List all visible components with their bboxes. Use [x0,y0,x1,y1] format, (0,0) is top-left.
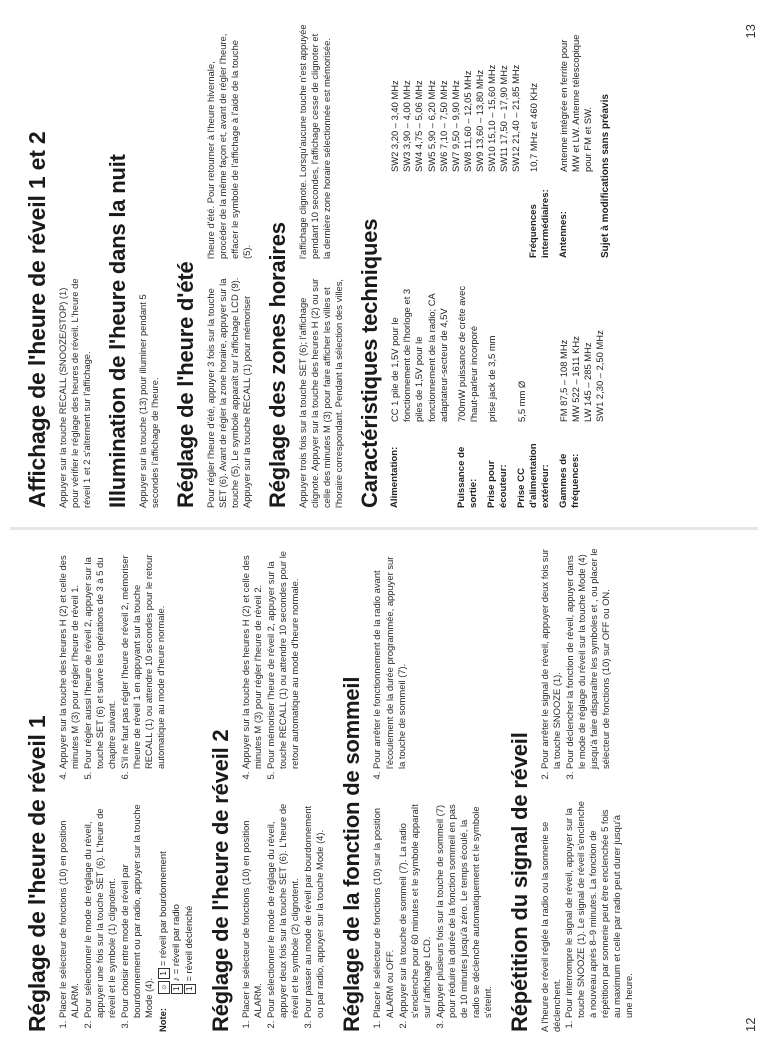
spec-label: Prise CC d'alimentation extérieur: [515,443,551,508]
list-item: 1. Pour interrompre le signal de réveil, appuyer sur la touche SNOOZE (1). Le signal de réveil s'enclenche à nouveau après 8–9 minutes. La fonction de répétition par sonnerie peut être enclenchée 5 fois au maximum et celle par radio peut durer jusqu'à une heure. [563,797,635,1018]
section-sleep [339,548,494,1032]
sleep-steps-a [371,797,493,1032]
band-item: SW7 9,50 – 9,90 MHz [449,80,461,172]
heading-repeat: Répétition du signal de réveil [506,732,532,1032]
heading-display: Affichage de l'heure de réveil 1 et 2 [24,131,50,508]
alarm-1-icon: 1 [184,984,196,994]
repeat-steps-b [539,548,612,783]
list-item: 6. S'il ne faut pas régler l'heure de réveil 2, mémoriser l'heure de réveil 1 en appuyant sur la touche RECALL (1) ou attendre 10 secondes pour le retour automatique au mode d'heure normale. [119,548,167,769]
band-item: SW5 5,90 – 6,20 MHz [425,80,437,172]
band-item: SW8 11,60 – 12,05 MHz [461,70,473,172]
alarm-1-icon: 1 [158,968,170,978]
display-body: Appuyer sur la touche RECALL (SNOOZE/STOP) (1) pour vérifier le réglage des heures de réveil. L'heure de réveil 1 et 2 s'alternent sur l'affichage. [57,278,93,508]
list-item: 1. Placer le sélecteur de fonctions (10) sur la position ALARM ou OFF. [371,797,395,1018]
zones-body: Appuyer trois fois sur la touche SET (6); l'affichage clignote. Appuyer sur la touche des heures H (2) ou sur celle des minutes M (3) pour faire afficher les villes et l'horaire correspondant. Pendant la sélection des villes, l'affichage clignote. Lorsqu'aucune touche n'est appuyée pendant 10 secondes, l'affichage cesse de clignoter et la dernière zone horaire sélectionnée est mémorisée. [297,24,345,508]
page-number-left: 12 [743,1017,758,1032]
spec-label: Antennes: [557,211,569,258]
alarm1-steps-a [57,797,155,1032]
list-item: 2. Pour sélectionner le mode de réglage du réveil, appuyer deux fois sur la touche SET (6). L'heure de réveil et le symbole (2) clignotent. [265,797,301,1018]
spec-label: Gammes de fréquences: [557,453,581,508]
spec-value: 5,5 mm Ø [515,380,527,422]
band-item: SW10 15,10 – 15,60 MHz [485,64,497,172]
section-night [105,24,161,508]
spec-label: Fréquences intermédiaires: [527,189,551,258]
section-alarm1 [24,548,196,1032]
bell-icon: ☼ [158,981,170,994]
section-display [24,24,93,508]
section-alarm2 [208,548,327,1032]
band-item: SW1 2,30 – 2,50 MHz [593,330,605,422]
page-left [0,528,768,1056]
list-item: 3. Pour déclencher la fonction de réveil, appuyer dans le mode de réglage du réveil sur la touche Mode (4) jusqu'à faire disparaître les symboles et , ou placer le sélecteur de fonctions (10) sur OFF ou ON. [564,548,612,769]
band-item: SW12 21,40 – 21,85 MHz [509,64,521,172]
section-summer [173,24,253,508]
list-item: 4. Pour arrêter le fonctionnement de la radio avant l'écoulement de la durée programmée, appuyer sur la touche de sommeil (7). [371,548,407,769]
spec-value: 700mW puissance de crête avec l'haut-parleur incorporé [455,285,479,422]
alarm1-steps-b [57,548,167,783]
list-item: 4. Appuyer sur la touche des heures H (2) et celle des minutes M (3) pour régler l'heure de réveil 2. [240,548,264,769]
band-item: SW2 3,20 – 3,40 MHz [389,80,401,172]
heading-specs: Caractéristiques techniques [357,218,383,508]
spec-label: Prise pour écouteur: [485,460,509,508]
list-item: 2. Pour arrêter le signal de réveil, appuyer deux fois sur la touche SNOOZE (1). [539,548,563,769]
note-line: = réveil déclenché [183,905,195,982]
section-zones [265,24,345,508]
heading-night: Illumination de l'heure dans la nuit [105,154,131,508]
band-item: SW4 4,75 – 5,06 MHz [413,80,425,172]
spec-label: Alimentation: [389,446,401,508]
list-item: 5. Pour mémoriser l'heure de réveil 2, appuyer sur la touche RECALL (1) ou attendre 10 secondes pour le retour automatique au mode d'heure normale. [265,548,301,769]
page-number-right: 13 [743,24,758,39]
alarm2-steps-a [240,797,326,1032]
repeat-intro: A l'heure de réveil réglée la radio ou la sonnerie se déclenchent. [538,821,562,1032]
list-item: 3. Appuyer plusieurs fois sur la touche de sommeil (7) pour réduire la durée de la fonction sommeil en pas de 10 minutes jusqu'à zéro. Le temps écoulé, la radio se déclenche automatiquement et le symbole s'éteint. [434,797,494,1018]
alarm2-steps-b [240,548,301,783]
band-item: SW6 7,10 – 7,50 MHz [437,80,449,172]
note-label: Note: [157,1008,169,1032]
list-item: 4. Appuyer sur la touche des heures H (2) et celle des minutes M (3) pour régler l'heure de réveil 1. [57,548,81,769]
band-item: SW11 17,50 – 17,90 MHz [497,65,509,172]
band-item: MW 522 – 1611 KHz [569,336,581,422]
spec-value: Antenne intégrée en ferrite pour MW et LW. Antenne télescopique pour FM et SW. [557,34,593,172]
heading-summer: Réglage de l'heure d'été [173,261,199,508]
band-item: LW 145 – 285 MHz [581,342,593,422]
summer-body: Pour régler l'heure d'été, appuyer 3 fois sur la touche SET (6). Avant de régler la zone horaire, appuyer sur la touche (5). Le symbole apparaît sur l'affichage LCD (9). Appuyer sur la touche RECALL (1) pour mémoriser l'heure d'été. Pour retourner à l'heure hivernale, procéder de la même façon et, avant de régler l'heure, effacer le symbole de l'affichage à l'aide de la touche (5). [205,33,253,508]
note-line: = réveil par radio [170,904,182,975]
footer-note: Sujet à modifications sans préavis [599,94,611,258]
list-item: 1. Placer le sélecteur de fonctions (10) en position ALARM. [240,797,264,1018]
night-body: Appuyer sur la touche (13) pour illuminer pendant 5 secondes l'affichage de l'heure. [137,294,161,508]
section-specs [357,24,611,508]
list-item: 1. Placer le sélecteur de fonctions (10) en position ALARM. [57,797,81,1018]
alarm1-note [157,797,196,1032]
spec-label: Puissance de sortie: [455,446,479,508]
spec-value: 10,7 MHz et 460 KHz [527,82,539,172]
list-item: 3. Pour choisir entre mode de réveil par bourdonnement ou par radio, appuyer sur la touche Mode (4). [119,797,155,1018]
list-item: 2. Pour sélectionner le mode de réglage du réveil, appuyer une fois sur la touche SET (6). L'heure de réveil et le symbole (1) clignotent. [82,797,118,1018]
spec-value: CC 1 pile de 1,5V pour le fonctionnement de l'horloge et 3 piles de 1,5V pour le fonctionnement de la radio; CA adaptateur-secteur de 4,5V [389,288,449,422]
list-item: 3. Pour passer au mode de réveil par bourdonnement ou par radio, appuyer sur la touche Mode (4). [302,797,326,1018]
band-item: SW9 13,60 – 13,80 MHz [473,69,485,172]
band-item: FM 87,5 – 108 MHz [557,339,569,422]
note-line: = réveil par bourdonnement [157,851,169,967]
music-note-icon: ♪ [170,976,182,982]
list-item: 2. Appuyer sur la touche de sommeil (7). La radio s'enclenche pour 60 minutes et le symbole apparaît sur l'affichage LCD. [397,797,433,1018]
section-repeat [507,548,636,1032]
heading-sleep: Réglage de la fonction de sommeil [339,676,365,1032]
alarm-1-icon: 1 [171,984,183,994]
band-item: SW3 3,90 – 4,00 MHz [401,80,413,172]
heading-alarm1: Réglage de l'heure de réveil 1 [24,715,50,1032]
spec-value: prise jack de 3,5 mm [485,335,497,422]
list-item: 5. Pour régler aussi l'heure de réveil 2, appuyer sur la touche SET (6) et suivre les opérations de 3 à 5 du chapitre suivant. [82,548,118,769]
heading-alarm2: Réglage de l'heure de réveil 2 [208,729,234,1032]
heading-zones: Réglage des zones horaires [265,222,291,508]
repeat-steps-a [563,797,635,1032]
sleep-steps-b [371,548,407,783]
